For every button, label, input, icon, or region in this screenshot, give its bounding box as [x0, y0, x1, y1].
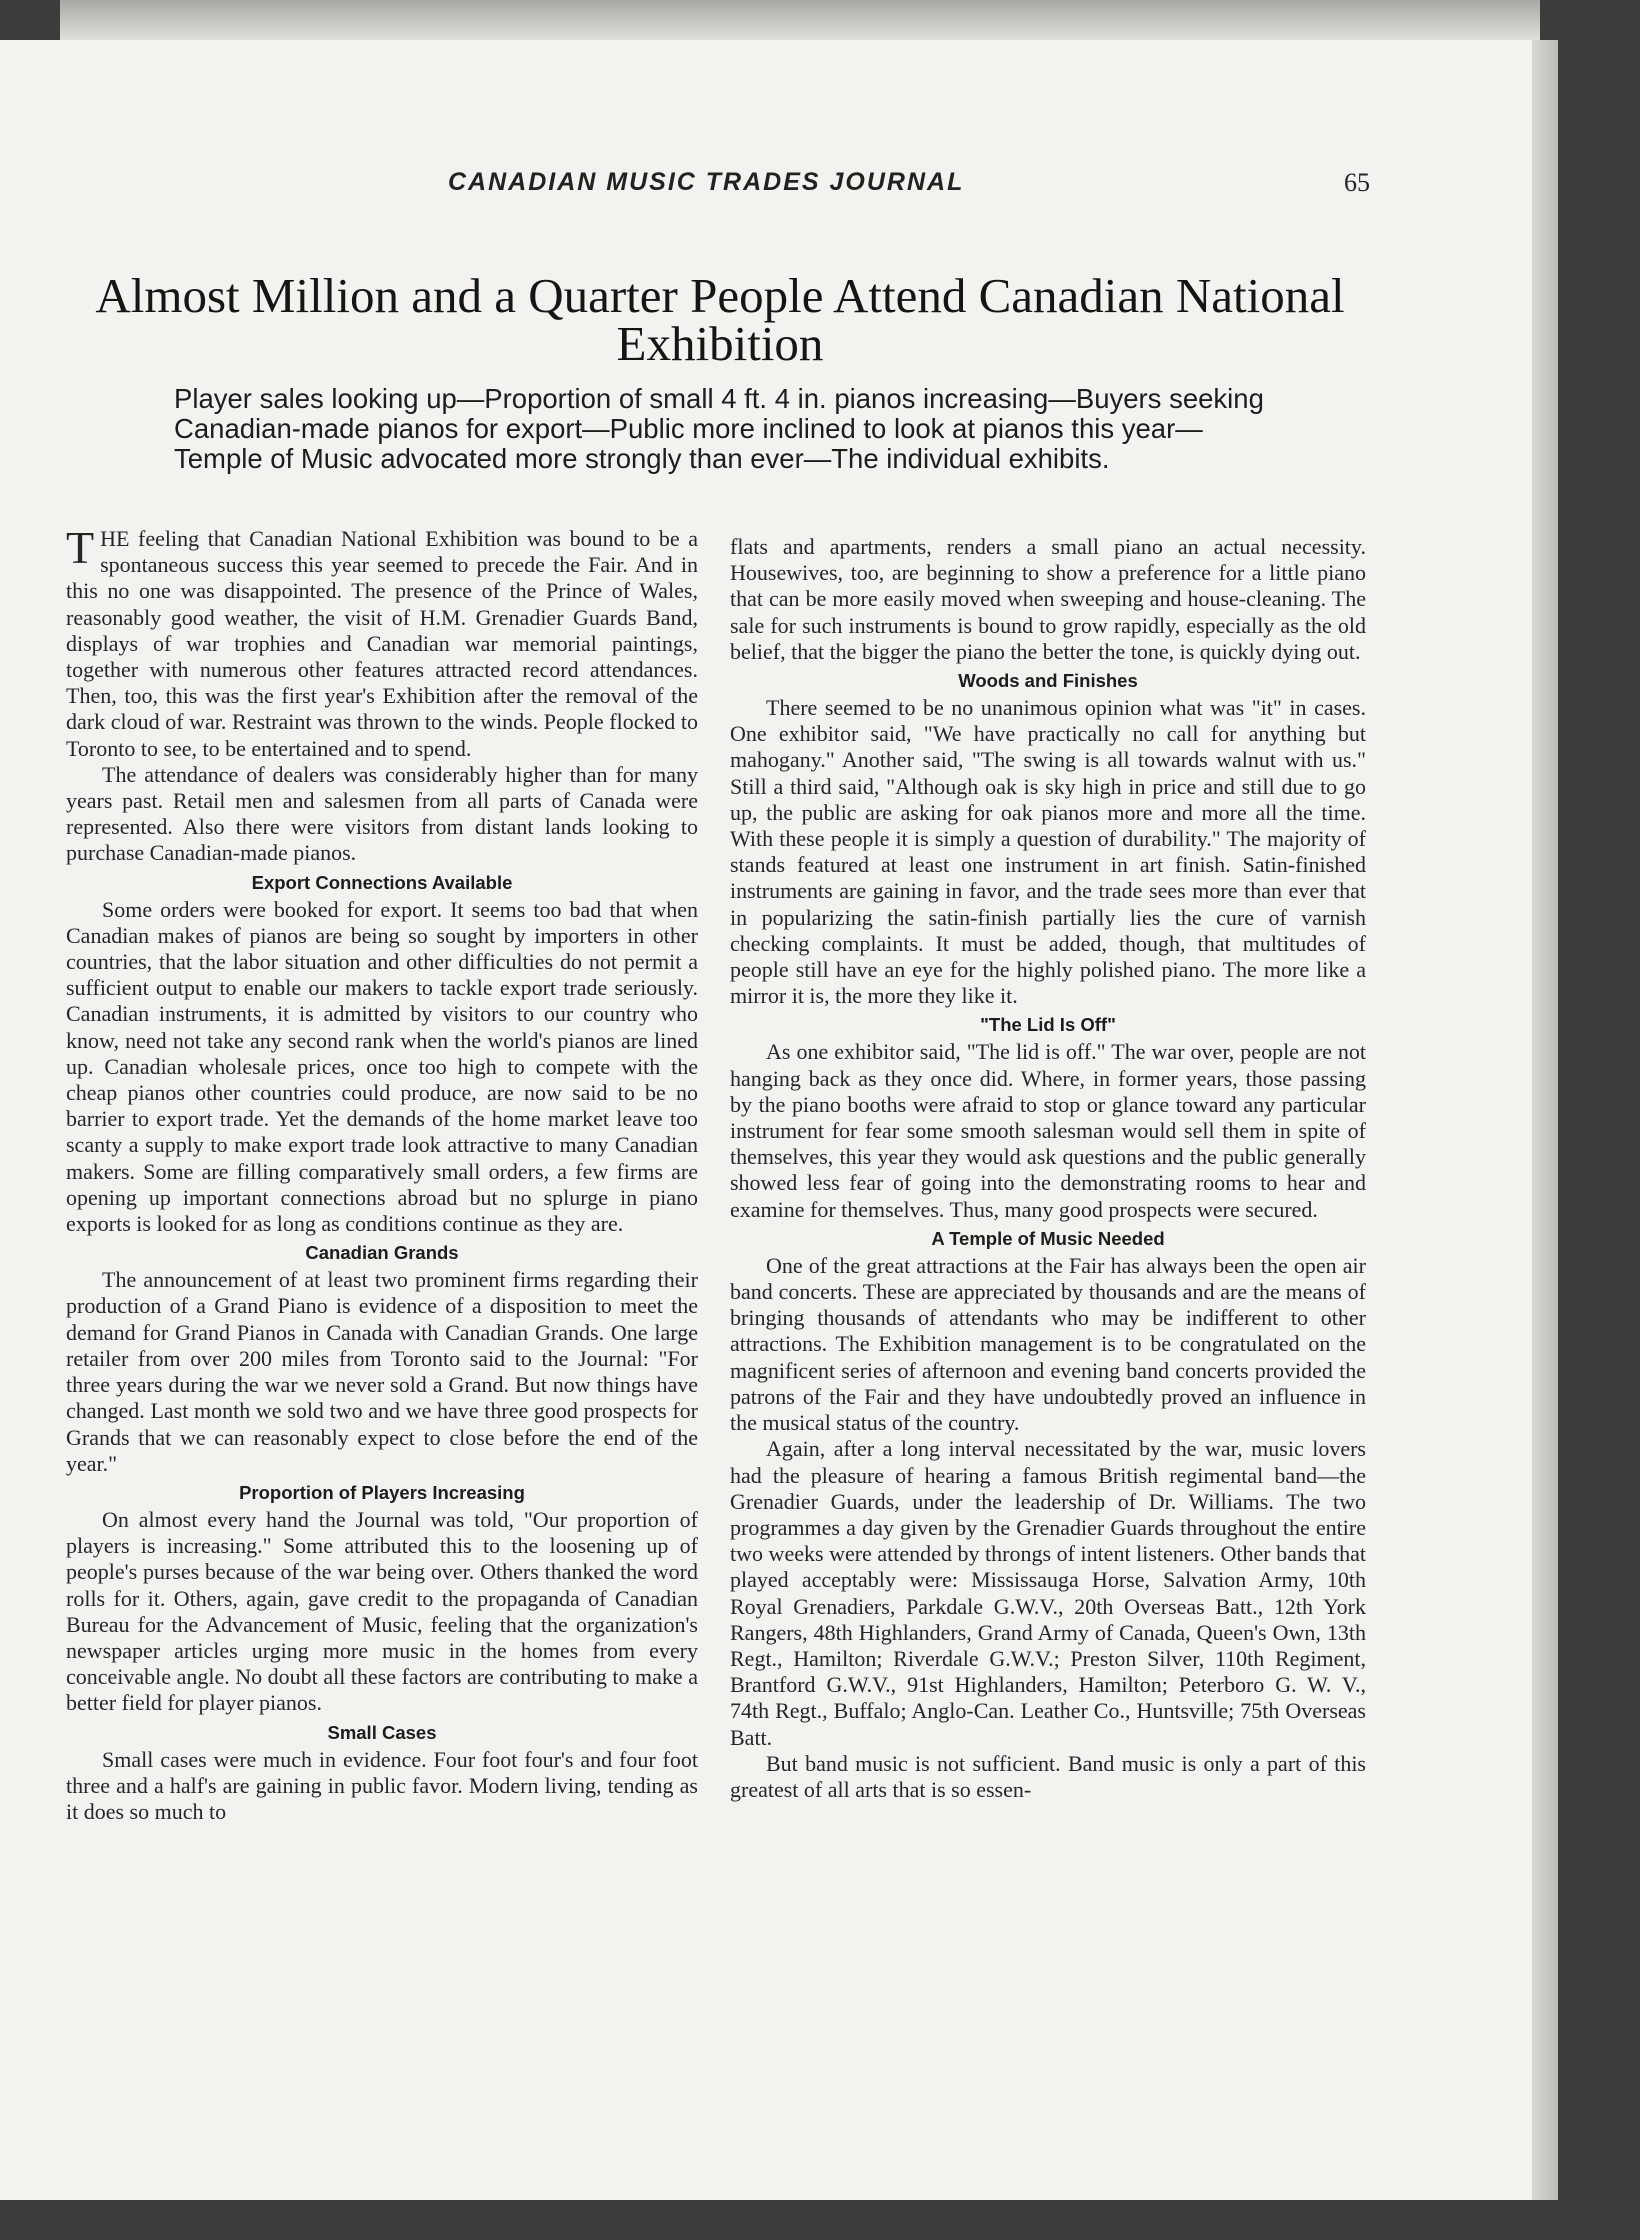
- drop-cap: T: [66, 522, 95, 573]
- right-column: [730, 534, 1366, 1803]
- paragraph: One of the great attractions at the Fair has always been the open air band concerts. These are appreciated by thousands and are the means of bringing thousands of attendants who may be indifferent to other attractions. The Exhibition management is to be congratulated on the magnificent series of afternoon and evening band concerts provided the patrons of the Fair and they have undoubtedly proved an influence in the musical status of the country.: [730, 1252, 1366, 1436]
- subhead-lid: "The Lid Is Off": [980, 1014, 1116, 1036]
- subhead-small-cases: Small Cases: [327, 1721, 437, 1743]
- paragraph: As one exhibitor said, "The lid is off." The war over, people are not hanging back as they once did. Where, in former years, those passing by the piano booths were afraid to stop or glance toward any particular instrument for fear some smooth salesman would sell them in spite of themselves, this year they would ask questions and the public generally showed less fear of going into the demonstrating rooms to hear and examine for themselves. Thus, many good prospects were secured.: [730, 1039, 1366, 1222]
- subhead-export: Export Connections Available: [251, 871, 513, 893]
- back-page-edge: [60, 0, 1540, 44]
- paragraph: Some orders were booked for export. It seems too bad that when Canadian makes of pianos are being so sought by importers in other countries, that the labor situation and other difficulties do not permit a sufficient output to enable our makers to tackle export trade seriously. Canadian instruments, it is admitted by visitors to our country who know, need not take any second rank when the world's pianos are lined up. Canadian wholesale prices, once too high to compete with the cheap pianos other countries could produce, are now said to be no barrier to export trade. Yet the demands of the home market leave too scanty a supply to make export trade look attractive to many Canadian makers. Some are filling comparatively small orders, a few firms are opening up important connections abroad but no splurge in piano exports is looked for as long as conditions continue as they are.: [66, 896, 698, 1237]
- paragraph: But band music is not sufficient. Band music is only a part of this greatest of all arts that is so essen-: [730, 1750, 1366, 1802]
- paragraph: flats and apartments, renders a small piano an actual necessity. Housewives, too, are beginning to show a preference for a little piano that can be more easily moved when sweeping and house-cleaning. The sale for such instruments is bound to grow rapidly, especially as the old belief, that the bigger the piano the better the tone, is quickly dying out.: [730, 534, 1366, 664]
- paragraph: [66, 522, 698, 762]
- journal-page: [0, 40, 1532, 2200]
- running-head: CANADIAN MUSIC TRADES JOURNAL: [448, 168, 965, 196]
- page-number: 65: [1344, 168, 1370, 197]
- paragraph-text: HE feeling that Canadian National Exhibition was bound to be a spontaneous success this year seemed to precede the Fair. And in this no one was disappointed. The presence of the Prince of Wales, reasonably good weather, the visit of H.M. Grenadier Guards Band, displays of war trophies and Canadian war memorial paintings, together with numerous other features attracted record attendances. Then, too, this was the first year's Exhibition after the removal of the dark cloud of war. Restraint was thrown to the winds. People flocked to Toronto to see, to be entertained and to spend.: [66, 526, 698, 761]
- paragraph: There seemed to be no unanimous opinion what was "it" in cases. One exhibitor said, "We have practically no call for anything but mahogany." Another said, "The swing is all towards walnut with us." Still a third said, "Although oak is sky high in price and still due to go up, the public are asking for oak pianos more and more all the time. With these people it is simply a question of durability." The majority of stands featured at least one instrument in art finish. Satin-finished instruments are gaining in favor, and the trade sees more than ever that in popularizing the satin-finish partially lies the cure of varnish checking complaints. It must be added, though, that multitudes of people still have an eye for the highly polished piano. The more like a mirror it is, the more they like it.: [730, 695, 1366, 1009]
- subhead-temple: A Temple of Music Needed: [931, 1227, 1165, 1249]
- paragraph: Small cases were much in evidence. Four foot four's and four foot three and a half's are gaining in public favor. Modern living, tending as it does so much to: [66, 1746, 698, 1824]
- subhead-grands: Canadian Grands: [305, 1242, 459, 1264]
- paragraph: On almost every hand the Journal was told, "Our proportion of players is increasing." Some attributed this to the loosening up of people's purses because of the war being over. Others thanked the word rolls for it. Others, again, gave credit to the propaganda of Canadian Bureau for the Advancement of Music, feeling that the organization's newspaper articles urging more music in the homes from every conceivable angle. No doubt all these factors are contributing to make a better field for player pianos.: [66, 1506, 698, 1716]
- article-headline: Almost Million and a Quarter People Attend Canadian National Exhibition: [95, 268, 1345, 371]
- paragraph: The announcement of at least two prominent firms regarding their production of a Grand Piano is evidence of a disposition to meet the demand for Grand Pianos in Canada with Canadian Grands. One large retailer from over 200 miles from Toronto said to the Journal: "For three years during the war we never sold a Grand. But now things have changed. Last month we sold two and we have three good prospects for Grands that we can reasonably expect to close before the end of the year.": [66, 1267, 698, 1476]
- left-column: [66, 522, 698, 1825]
- subhead-woods: Woods and Finishes: [958, 670, 1138, 692]
- paragraph: Again, after a long interval necessitated by the war, music lovers had the pleasure of hearing a famous British regimental band—the Grenadier Guards, under the leadership of Dr. Williams. The two programmes a day given by the Grenadier Guards throughout the entire two weeks were attended by throngs of intent listeners. Other bands that played acceptably were: Mississauga Horse, Salvation Army, 10th Royal Grenadiers, Parkdale G.W.V., 20th Overseas Batt., 12th York Rangers, 48th Highlanders, Grand Army of Canada, Queen's Own, 13th Regt., Hamilton; Riverdale G.W.V.; Preston Silver, 110th Regiment, Brantford G.W.V., 91st Highlanders, Hamilton; Peterboro G. W. V., 74th Regt., Buffalo; Anglo-Can. Leather Co., Huntsville; 75th Overseas Batt.: [730, 1436, 1366, 1750]
- article-deck: Player sales looking up—Proportion of small 4 ft. 4 in. pianos increasing—Buyers seeking Canadian-made pianos for export—Public more inclined to look at pianos this year—Temple of Music advocated more strongly than ever—The individual exhibits.: [174, 383, 1264, 474]
- subhead-players: Proportion of Players Increasing: [239, 1481, 525, 1503]
- paragraph: The attendance of dealers was considerably higher than for many years past. Retail men and salesmen from all parts of Canada were represented. Also there were visitors from distant lands looking to purchase Canadian-made pianos.: [66, 761, 698, 866]
- page-fore-edge: [1532, 40, 1558, 2200]
